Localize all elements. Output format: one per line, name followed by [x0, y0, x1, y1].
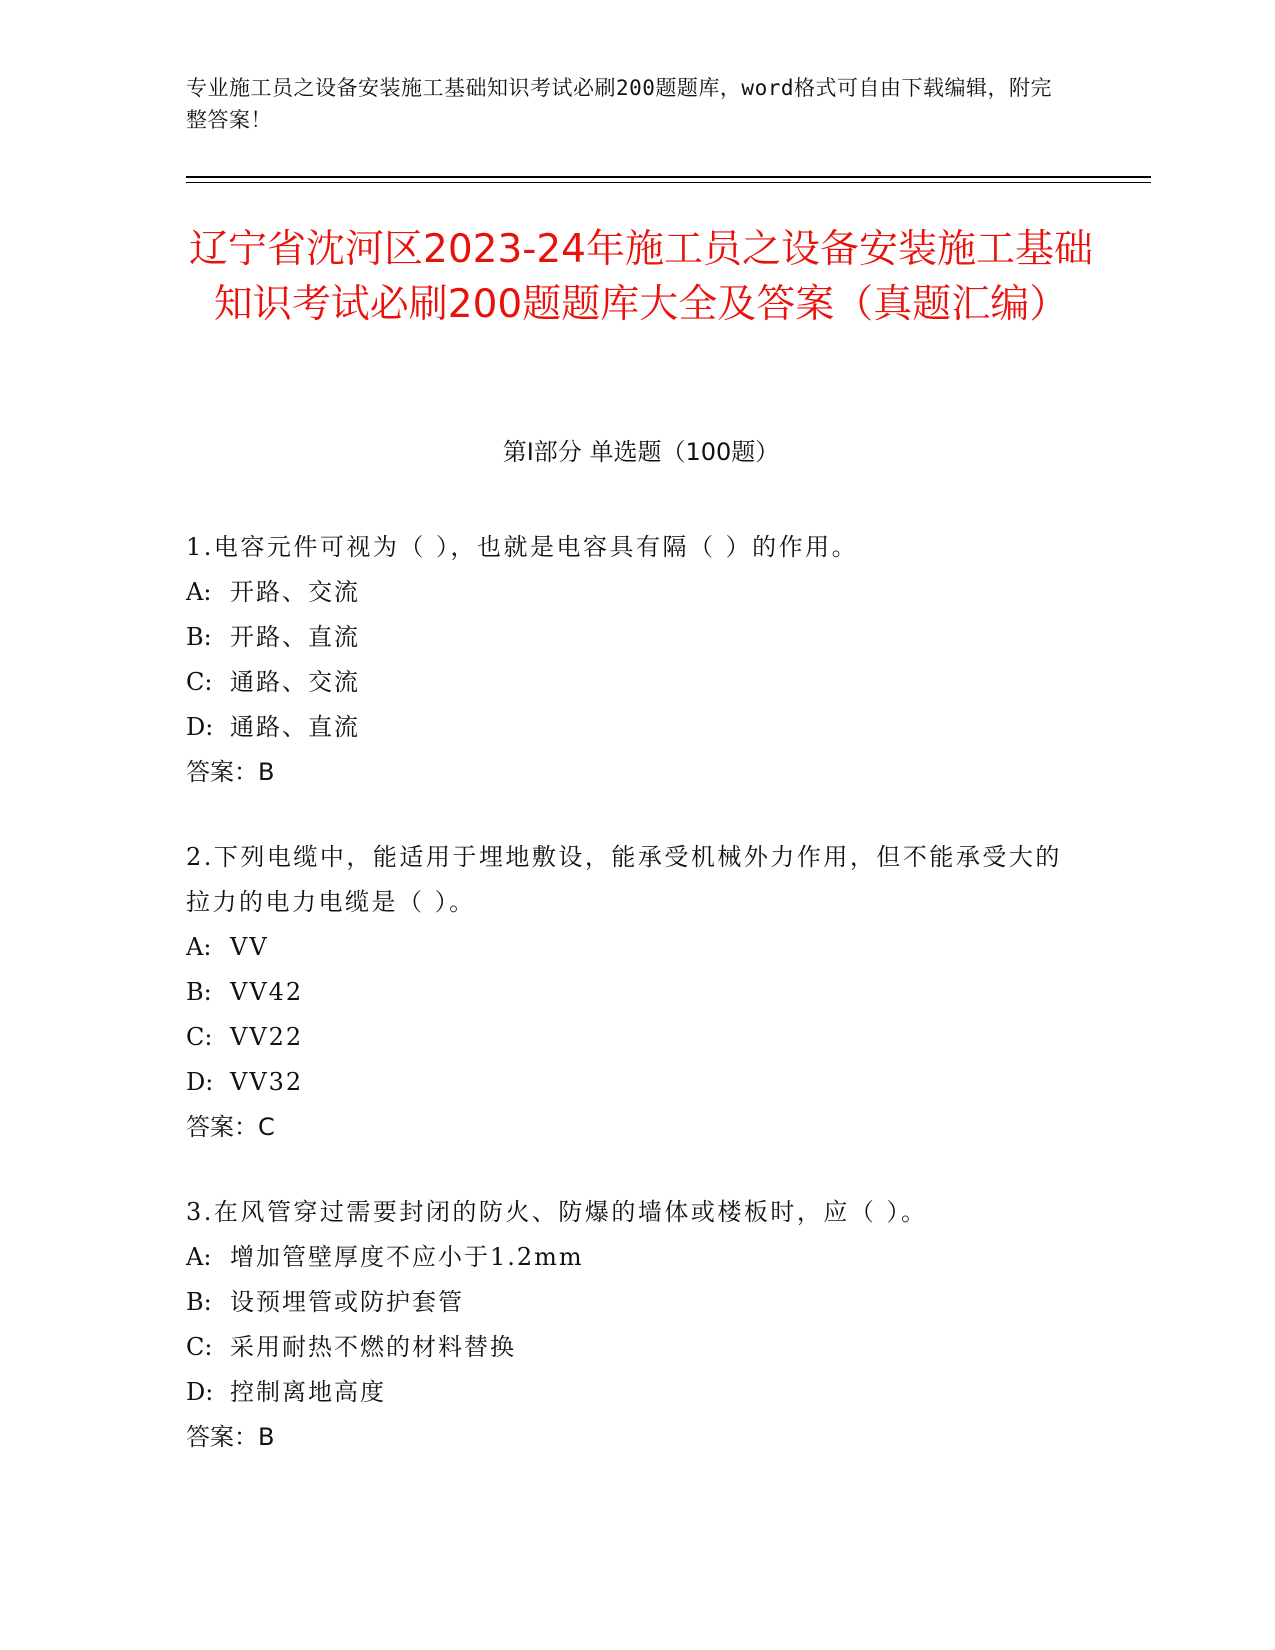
- option-letter: D:: [186, 1378, 214, 1406]
- question-stem: 2.下列电缆中，能适用于埋地敷设，能承受机械外力作用，但不能承受大的拉力的电力电缆是（ ）。: [186, 843, 1062, 916]
- option-d: [186, 1060, 1086, 1105]
- document-title: 辽宁省沈河区2023-24年施工员之设备安装施工基础知识考试必刷200题题库大全及答案（真题汇编）: [189, 227, 1093, 327]
- option-text: 控制离地高度: [230, 1378, 386, 1406]
- option-letter: D:: [186, 1068, 214, 1096]
- section-heading: 第I部分 单选题（100题）: [502, 438, 780, 466]
- header-divider-thin: [186, 182, 1151, 183]
- option-text: VV32: [230, 1068, 304, 1096]
- option-text: 开路、交流: [230, 578, 360, 606]
- option-b: [186, 615, 1086, 660]
- option-letter: B:: [186, 1288, 212, 1316]
- question-stem: 3.在风管穿过需要封闭的防火、防爆的墙体或楼板时，应（ ）。: [186, 1198, 928, 1226]
- option-letter: A:: [186, 1243, 212, 1271]
- option-c: [186, 1325, 1086, 1370]
- option-b: [186, 970, 1086, 1015]
- option-c: [186, 660, 1086, 705]
- option-letter: D:: [186, 713, 214, 741]
- option-d: [186, 705, 1086, 750]
- answer-label: 答案：C: [186, 1113, 275, 1141]
- option-a: [186, 1235, 1086, 1280]
- option-letter: A:: [186, 933, 212, 961]
- option-text: 开路、直流: [230, 623, 360, 651]
- option-d: [186, 1370, 1086, 1415]
- option-text: VV42: [230, 978, 304, 1006]
- option-letter: B:: [186, 978, 212, 1006]
- option-text: VV: [230, 933, 269, 961]
- question-1: [186, 525, 1086, 795]
- answer-label: 答案：B: [186, 758, 275, 786]
- header-note: 专业施工员之设备安装施工基础知识考试必刷200题题库，word格式可自由下载编辑，附完整答案！: [186, 76, 1052, 132]
- option-text: 采用耐热不燃的材料替换: [230, 1333, 516, 1361]
- option-letter: A:: [186, 578, 212, 606]
- question-list: [186, 525, 1086, 1500]
- option-text: 通路、直流: [230, 713, 360, 741]
- question-3: [186, 1190, 1086, 1460]
- option-a: [186, 570, 1086, 615]
- option-letter: C:: [186, 1333, 213, 1361]
- option-letter: C:: [186, 1023, 213, 1051]
- option-text: VV22: [230, 1023, 304, 1051]
- option-letter: B:: [186, 623, 212, 651]
- option-text: 设预埋管或防护套管: [230, 1288, 464, 1316]
- option-c: [186, 1015, 1086, 1060]
- question-stem: 1.电容元件可视为（ ），也就是电容具有隔（ ）的作用。: [186, 533, 859, 561]
- option-a: [186, 925, 1086, 970]
- question-2: [186, 835, 1086, 1150]
- header-divider-thick: [186, 176, 1151, 178]
- option-text: 增加管壁厚度不应小于1.2mm: [230, 1243, 584, 1271]
- answer-label: 答案：B: [186, 1423, 275, 1451]
- option-letter: C:: [186, 668, 213, 696]
- option-text: 通路、交流: [230, 668, 360, 696]
- option-b: [186, 1280, 1086, 1325]
